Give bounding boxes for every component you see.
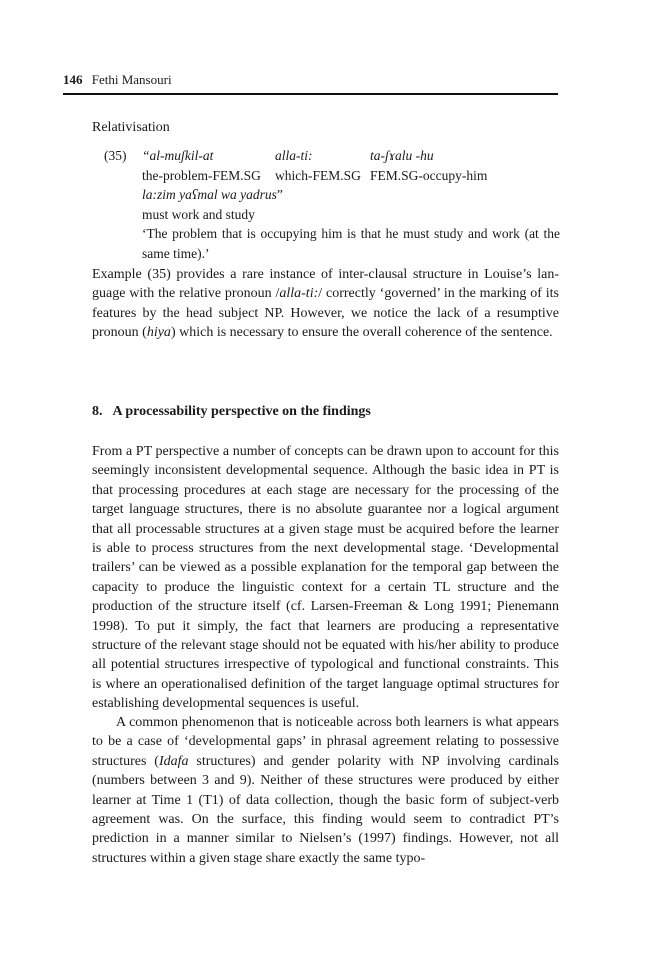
gloss-word-3: ta-ʃɤalu -hu — [370, 148, 434, 163]
example-arabic-row — [142, 146, 560, 166]
paragraph-developmental-gaps — [92, 713, 559, 868]
para3-text-2: structures) and gender polarity with NP involving cardinals (numbers between 3 and 9). Neither of these structures were produced by either learner at Time 1 (T1) of data collection, though the basic form of subject-verb agreement was. On the surface, this finding would seem to contradict PT’s prediction in a manner similar to Nielsen’s (1997) findings. However, not all structures within a given stage share exactly the same typo- — [92, 753, 560, 866]
para3-italic-1: Idafa — [158, 753, 189, 769]
para1-text-2: / correctly ‘governed’ in the marking of its features by the head subject NP. However, we notice the lack of a resumptive pronoun ( — [92, 286, 559, 341]
example-body — [142, 146, 560, 263]
example-gloss-row — [142, 166, 560, 186]
example-arabic-text-2: la:zim yaʕmal wa yadrus — [142, 187, 277, 202]
running-header — [63, 71, 558, 89]
gloss-word-1: “al-muʃkil-at — [142, 148, 214, 163]
para1-text-3: ) which is necessary to ensure the overall coherence of the sentence. — [170, 325, 553, 341]
section-heading-title: A processability perspective on the findings — [112, 404, 371, 419]
section-heading — [92, 403, 371, 421]
section-label: Relativisation — [92, 120, 170, 135]
para3-text-1: A common phenomenon that is noticeable across both learners is what appears to be a case of ‘developmental gaps’ in phrasal agreement relating to possessive structures ( — [92, 715, 559, 769]
para1-italic-2: hiya — [146, 325, 171, 341]
example-translation: ‘The problem that is occupying him is that he must study and work (at the same time).’ — [142, 226, 560, 261]
example-gloss-line-2: must work and study — [142, 206, 255, 222]
section-heading-number: 8. — [92, 404, 103, 419]
paragraph-example-discussion — [92, 265, 559, 343]
example-arabic-line-2 — [142, 185, 560, 205]
header-rule — [63, 93, 558, 95]
gloss-translation-1: the-problem-FEM.SG — [142, 167, 261, 183]
page-number: 146 — [63, 72, 83, 87]
gloss-word-2: alla-ti: — [275, 148, 313, 163]
closing-quote: ” — [276, 187, 283, 202]
running-header-author: Fethi Mansouri — [91, 72, 172, 87]
gloss-translation-3: FEM.SG-occupy-him — [370, 167, 488, 183]
gloss-translation-2: which-FEM.SG — [275, 167, 361, 183]
para1-text-1: Example (35) provides a rare instance of inter-clausal structure in Louise’s language with the relative pronoun / — [92, 267, 559, 302]
paragraph-pt-perspective: From a PT perspective a number of concepts can be drawn upon to account for this seemingly inconsistent developmental sequence. Although the basic idea in PT is that processing procedures at each stage are necessary for the processing of the target language structures, there is no absolute guarantee nor a logical argument that all processable structures at a given stage must be acquired before the learner is able to process structures from the next developmental stage. ‘Developmental trailers’ can be viewed as a possible explanation for the temporal gap between the capacity to produce the linguistic context for a certain TL structure and the production of the structure itself (cf. Larsen-Freeman & Long 1991; Pienemann 1998). To put it simply, the fact that learners are producing a representative structure of the relevant stage should not be equated with his/her ability to produce all potential structures irrespective of typological and functional constraints. This is where an operationalised definition of the target language optimal structures for establishing developmental sequences is useful. — [92, 444, 559, 712]
para1-italic-1: alla-ti: — [279, 286, 319, 302]
example-number: (35) — [104, 148, 127, 163]
